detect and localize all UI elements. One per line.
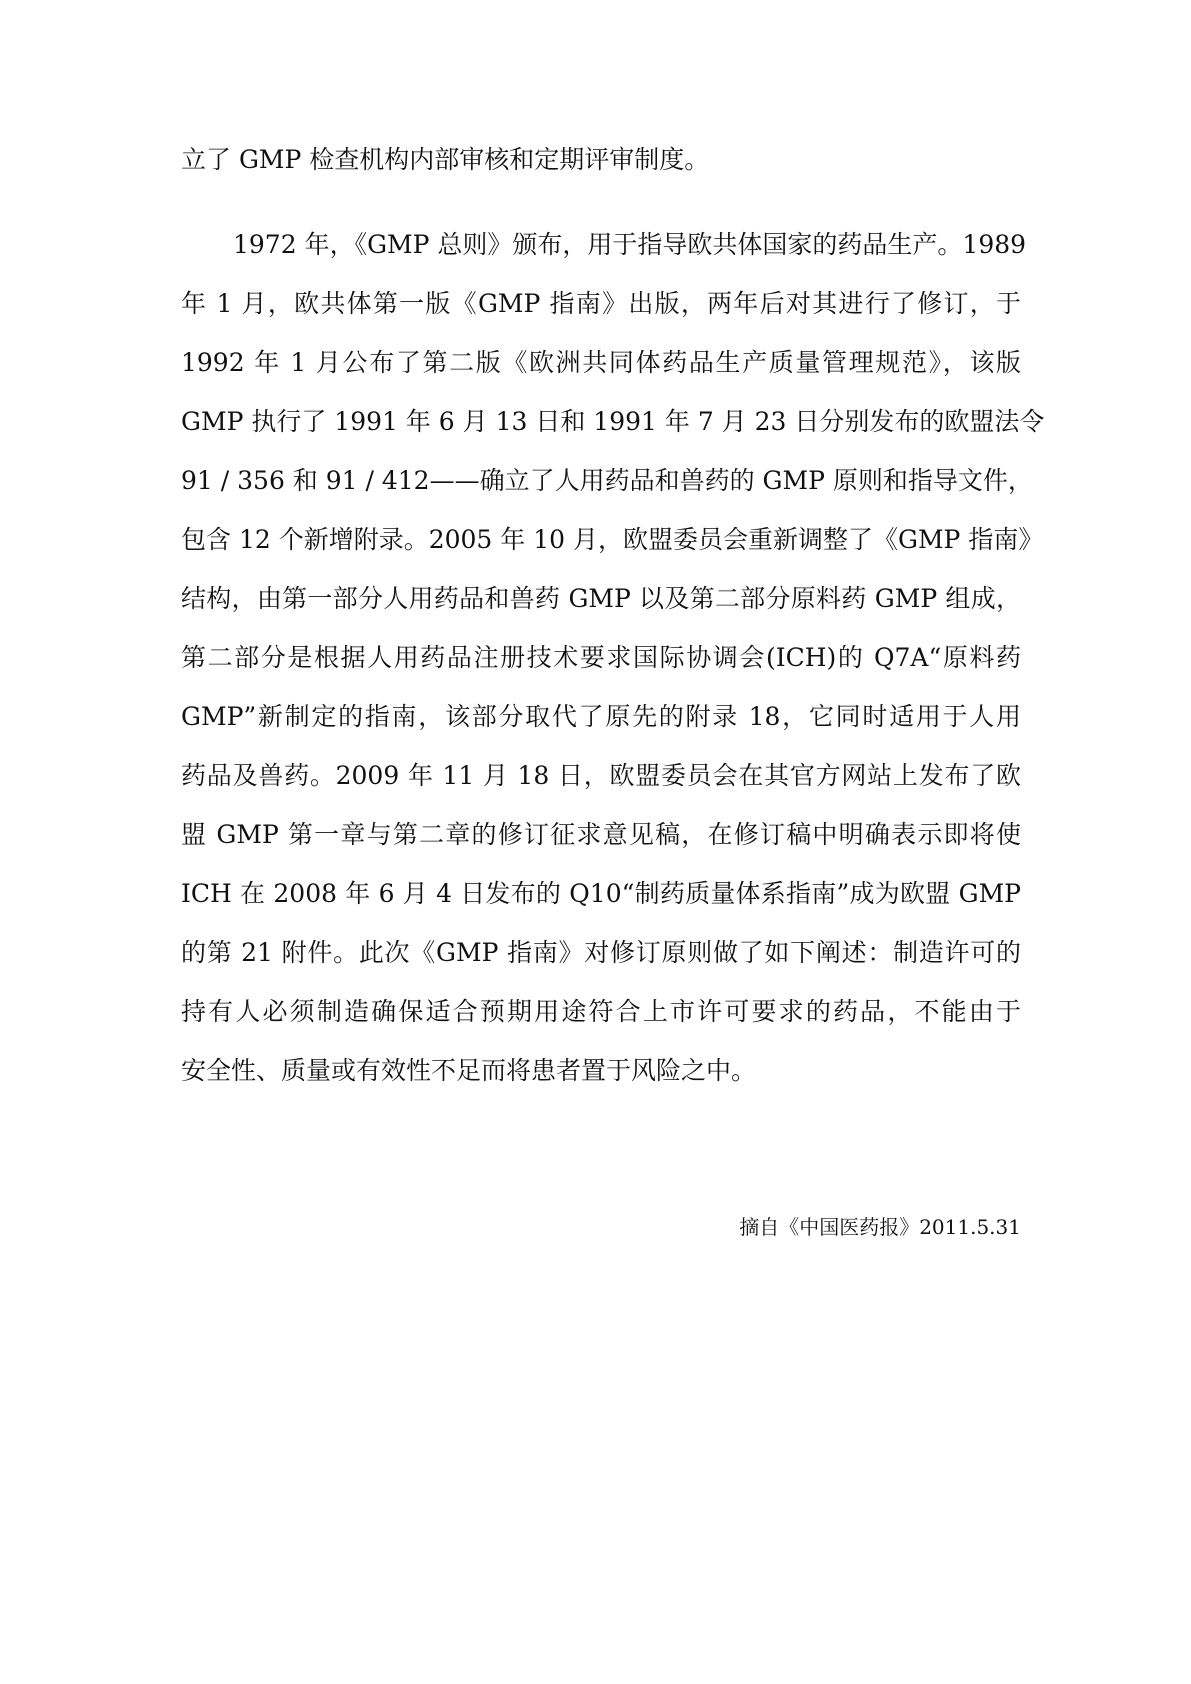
paragraph-2-line-13: 的第 21 附件。此次《GMP 指南》对修订原则做了如下阐述：制造许可的 [181,938,1021,967]
paragraph-2-line-12: ICH 在 2008 年 6 月 4 日发布的 Q10“制药质量体系指南”成为欧盟 GMP [181,879,1021,908]
paragraph-2-line-4: GMP 执行了 1991 年 6 月 13 日和 1991 年 7 月 23 日分别发布的欧盟法令 [181,407,1045,436]
paragraph-2-line-10: 药品及兽药。2009 年 11 月 18 日，欧盟委员会在其官方网站上发布了欧 [181,761,1021,790]
paragraph-2-line-15: 安全性、质量或有效性不足而将患者置于风险之中。 [181,1056,757,1085]
paragraph-2-line-9: GMP”新制定的指南，该部分取代了原先的附录 18，它同时适用于人用 [181,702,1021,731]
paragraph-2-line-6: 包含 12 个新增附录。2005 年 10 月，欧盟委员会重新调整了《GMP 指南》 [181,525,1044,554]
paragraph-1-line-1: 立了 GMP 检查机构内部审核和定期评审制度。 [181,145,710,174]
paragraph-2-line-2: 年 1 月，欧共体第一版《GMP 指南》出版，两年后对其进行了修订，于 [181,289,1021,318]
paragraph-2-line-1: 1972 年，《GMP 总则》颁布，用于指导欧共体国家的药品生产。1989 [233,230,1027,259]
source-citation: 摘自《中国医药报》2011.5.31 [739,1215,1021,1239]
paragraph-2-line-3: 1992 年 1 月公布了第二版《欧洲共同体药品生产质量管理规范》，该版 [181,348,1021,377]
paragraph-2-line-8: 第二部分是根据人用药品注册技术要求国际协调会(ICH)的 Q7A“原料药 [181,643,1021,672]
paragraph-2-line-7: 结构，由第一部分人用药品和兽药 GMP 以及第二部分原料药 GMP 组成， [181,584,1021,613]
paragraph-2-line-5: 91 / 356 和 91 / 412——确立了人用药品和兽药的 GMP 原则和指导文件， [181,466,1033,495]
paragraph-2-line-11: 盟 GMP 第一章与第二章的修订征求意见稿，在修订稿中明确表示即将使 [181,820,1021,849]
paragraph-2-line-14: 持有人必须制造确保适合预期用途符合上市许可要求的药品，不能由于 [181,997,1021,1026]
